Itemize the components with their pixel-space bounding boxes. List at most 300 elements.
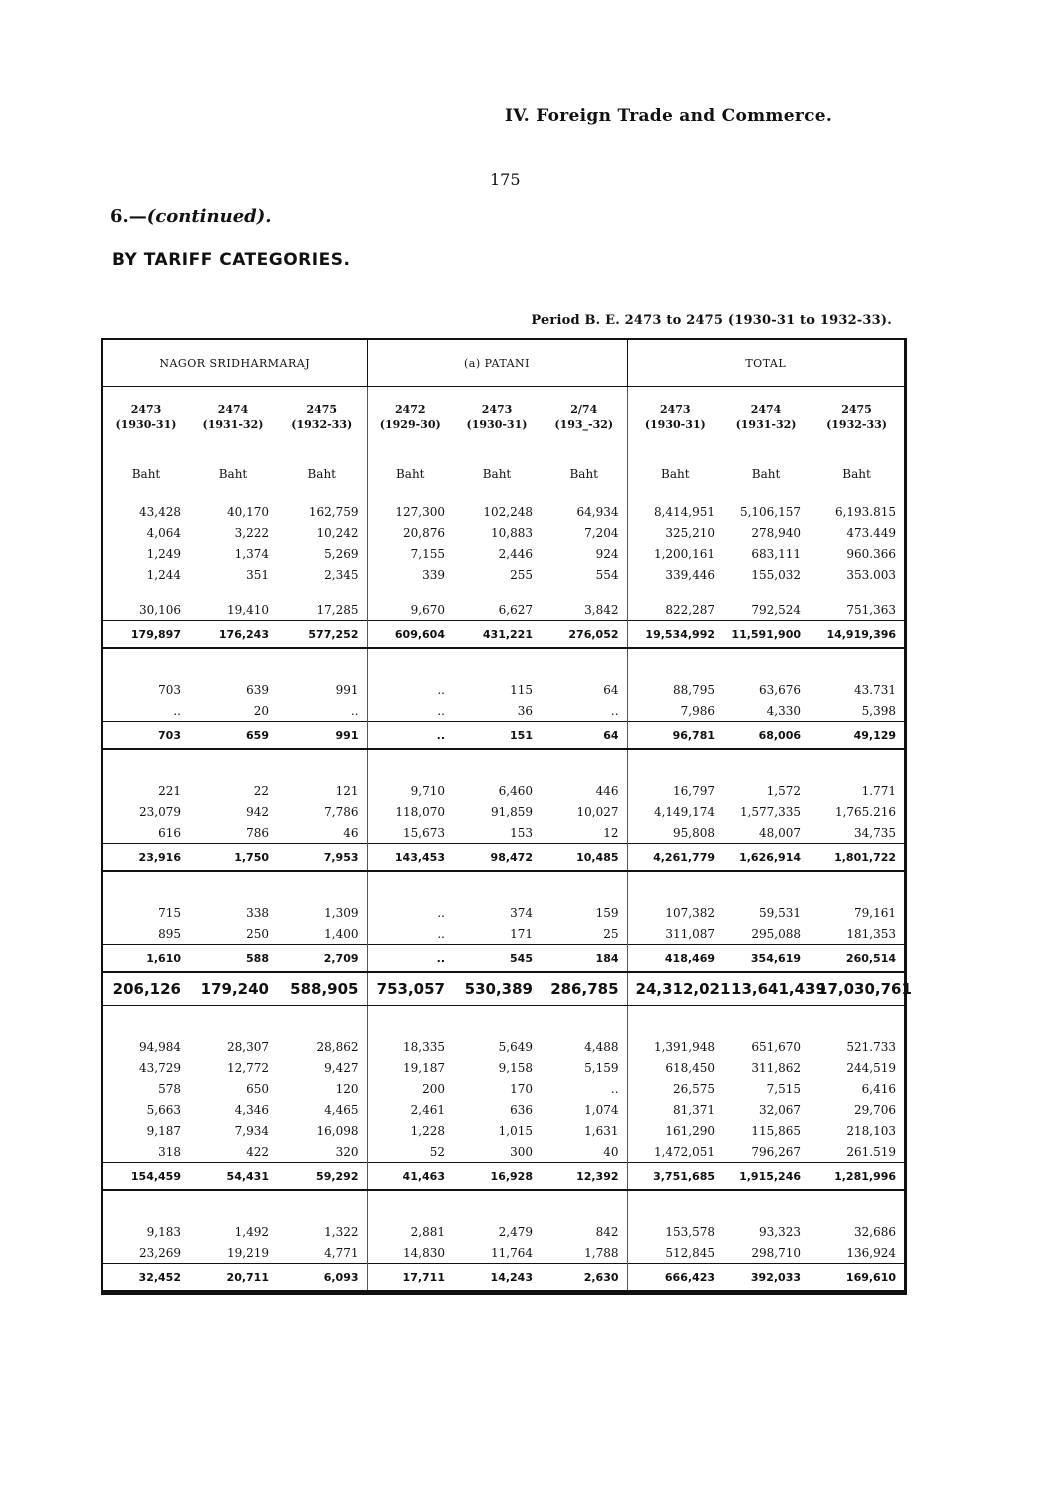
table-cell: 588,905 xyxy=(277,972,367,1006)
table-cell xyxy=(723,585,809,599)
table-cell: 176,243 xyxy=(189,621,277,649)
unit-cell: Baht xyxy=(842,467,871,481)
table-cell: 338 xyxy=(246,905,269,920)
table-cell: 41,463 xyxy=(367,1163,453,1191)
table-cell: 17,285 xyxy=(316,602,359,617)
fiscal-year-label: (1930-31) xyxy=(466,418,528,431)
table-cell: 151 xyxy=(453,722,541,750)
table-cell: 29,706 xyxy=(854,1102,897,1117)
table-cell: 12 xyxy=(603,825,619,840)
table-cell: 36 xyxy=(517,703,533,718)
table-cell xyxy=(453,749,541,780)
spacer-row xyxy=(103,749,904,780)
table-cell: 1,788 xyxy=(584,1245,619,1260)
table-cell xyxy=(723,1006,809,1037)
table-cell: 339 xyxy=(367,564,453,585)
table-cell: 353.003 xyxy=(846,567,897,582)
table-cell: 5,269 xyxy=(324,546,359,561)
table-cell: 171 xyxy=(510,926,533,941)
year-label: 2473 xyxy=(481,403,513,416)
table-cell: 98,472 xyxy=(453,844,541,872)
table-cell: 683,111 xyxy=(751,546,802,561)
subtotal-row xyxy=(103,722,904,750)
table-cell: 17,711 xyxy=(367,1264,453,1292)
table-cell xyxy=(277,749,367,780)
table-cell: 155,032 xyxy=(751,567,802,582)
table-cell: 2,479 xyxy=(498,1224,533,1239)
table-cell: 9,427 xyxy=(324,1060,359,1075)
table-cell xyxy=(627,871,723,902)
table-row xyxy=(103,700,904,722)
table-cell xyxy=(453,1006,541,1037)
table-cell: 1,322 xyxy=(324,1224,359,1239)
table-cell xyxy=(103,871,189,902)
table-cell: 64,934 xyxy=(576,504,619,519)
table-cell: 16,928 xyxy=(453,1163,541,1191)
table-cell: 30,106 xyxy=(139,602,181,617)
table-cell: 320 xyxy=(335,1144,359,1159)
table-cell: 169,610 xyxy=(809,1264,904,1292)
table-cell: 79,161 xyxy=(854,905,897,920)
table-cell: 4,771 xyxy=(324,1245,359,1260)
unit-cell: Baht xyxy=(569,467,599,481)
trade-table xyxy=(101,338,912,1295)
table-cell xyxy=(627,585,723,599)
table-cell: 431,221 xyxy=(453,621,541,649)
table-cell: 18,335 xyxy=(367,1036,453,1057)
table-cell xyxy=(367,749,453,780)
table-cell xyxy=(277,871,367,902)
table-cell: 59,292 xyxy=(277,1163,367,1191)
table-cell: 49,129 xyxy=(809,722,904,750)
table-cell xyxy=(367,1190,453,1221)
year-header xyxy=(277,387,367,448)
table-cell: 19,410 xyxy=(227,602,269,617)
table-cell: 143,453 xyxy=(367,844,453,872)
table-cell: 842 xyxy=(595,1224,619,1239)
table-cell: 298,710 xyxy=(751,1245,802,1260)
table-row xyxy=(103,801,904,822)
table-cell: 2,881 xyxy=(367,1221,453,1242)
table-cell: 12,772 xyxy=(227,1060,269,1075)
table-cell: 1,309 xyxy=(324,905,359,920)
table-cell: 1,472,051 xyxy=(627,1141,723,1163)
table-cell: 15,673 xyxy=(367,822,453,844)
table-cell: 159 xyxy=(595,905,619,920)
table-cell: 276,052 xyxy=(541,621,627,649)
table-cell: 354,619 xyxy=(723,945,809,973)
table-cell: 1,200,161 xyxy=(627,543,723,564)
table-cell: 127,300 xyxy=(367,501,453,522)
table-cell: 1,915,246 xyxy=(723,1163,809,1191)
unit-cell: Baht xyxy=(751,467,781,481)
table-cell: 7,953 xyxy=(277,844,367,872)
table-cell: 5,663 xyxy=(146,1102,181,1117)
year-label: 2475 xyxy=(306,403,338,416)
table-cell: 6,093 xyxy=(277,1264,367,1292)
group-header: (a) PATANI xyxy=(367,340,627,387)
table-cell xyxy=(367,648,453,679)
table-cell: 703 xyxy=(158,682,181,697)
table-cell: 2,461 xyxy=(367,1099,453,1120)
fiscal-year-label: (1930-31) xyxy=(115,418,177,431)
table-cell: 184 xyxy=(541,945,627,973)
table-cell: 418,469 xyxy=(627,945,723,973)
table-cell: 153 xyxy=(510,825,533,840)
table-cell: .. xyxy=(367,700,453,722)
table-cell: 991 xyxy=(277,722,367,750)
table-cell xyxy=(723,749,809,780)
table-cell: .. xyxy=(367,923,453,945)
table-cell xyxy=(189,871,277,902)
table-cell: 5,398 xyxy=(861,703,897,718)
table-cell xyxy=(723,871,809,902)
table-cell: 4,330 xyxy=(766,703,802,718)
group-header-row xyxy=(103,340,904,387)
table-row xyxy=(103,1099,904,1120)
table-cell: 250 xyxy=(246,926,269,941)
table-cell: 19,187 xyxy=(367,1057,453,1078)
table-cell: 24,312,021 xyxy=(627,972,723,1006)
table-row xyxy=(103,522,904,543)
table-cell: 616 xyxy=(158,825,181,840)
subtotal-row xyxy=(103,844,904,872)
table-row xyxy=(103,679,904,700)
subtotal-row xyxy=(103,1264,904,1292)
table-cell: 636 xyxy=(510,1102,533,1117)
table-cell: 54,431 xyxy=(189,1163,277,1191)
table-cell xyxy=(541,648,627,679)
table-cell: 1,572 xyxy=(766,783,802,798)
table-cell: 7,515 xyxy=(766,1081,802,1096)
table-cell: 43.731 xyxy=(854,682,897,697)
table-cell: 6,416 xyxy=(861,1081,897,1096)
table-cell: 5,106,157 xyxy=(739,504,802,519)
table-cell: 64 xyxy=(603,682,619,697)
table-row xyxy=(103,1141,904,1163)
table-cell: 1,400 xyxy=(324,926,359,941)
section-heading xyxy=(110,206,272,227)
fiscal-year-label: (1931-32) xyxy=(202,418,264,431)
table-cell: 822,287 xyxy=(627,599,723,621)
year-label: 2473 xyxy=(130,403,162,416)
table-cell: 300 xyxy=(510,1144,533,1159)
table-cell xyxy=(541,1006,627,1037)
table-cell: 16,797 xyxy=(627,780,723,801)
table-cell: 1,281,996 xyxy=(809,1163,904,1191)
table-cell: 7,986 xyxy=(627,700,723,722)
table-cell xyxy=(367,871,453,902)
table-cell: 991 xyxy=(335,682,359,697)
table-cell: 6,193.815 xyxy=(834,504,897,519)
table-row xyxy=(103,599,904,621)
table-cell xyxy=(541,1190,627,1221)
table-row xyxy=(103,923,904,945)
table-cell xyxy=(277,1190,367,1221)
table-cell xyxy=(103,648,189,679)
table-cell: 1,015 xyxy=(498,1123,533,1138)
year-header xyxy=(809,387,904,448)
grand-total-row xyxy=(103,972,904,1006)
table-cell: 753,057 xyxy=(367,972,453,1006)
table-cell: 1,610 xyxy=(103,945,189,973)
table-cell: 1,577,335 xyxy=(739,804,802,819)
table-cell: 20,711 xyxy=(189,1264,277,1292)
table-cell: 153,578 xyxy=(627,1221,723,1242)
table-cell: 26,575 xyxy=(627,1078,723,1099)
table-cell: .. xyxy=(367,679,453,700)
table-cell: 52 xyxy=(367,1141,453,1163)
table-row xyxy=(103,543,904,564)
table-cell: 666,423 xyxy=(627,1264,723,1292)
table-cell: 32,067 xyxy=(759,1102,802,1117)
year-header xyxy=(103,387,189,448)
table-cell: 181,353 xyxy=(846,926,897,941)
table-cell: 1,801,722 xyxy=(809,844,904,872)
table-cell: 2,446 xyxy=(498,546,533,561)
table-cell: 1,765.216 xyxy=(834,804,897,819)
table-cell: 392,033 xyxy=(723,1264,809,1292)
table-cell: 311,087 xyxy=(627,923,723,945)
table-row xyxy=(103,1057,904,1078)
table-cell: 23,269 xyxy=(139,1245,181,1260)
table-row xyxy=(103,822,904,844)
table-cell: 4,346 xyxy=(234,1102,269,1117)
page-number: 175 xyxy=(490,170,521,189)
spacer-row xyxy=(103,648,904,679)
period-caption: Period B. E. 2473 to 2475 (1930-31 to 1932-33). xyxy=(531,313,892,328)
table-cell: 4,149,174 xyxy=(627,801,723,822)
table-row xyxy=(103,1242,904,1264)
table-cell: 93,323 xyxy=(759,1224,802,1239)
table-cell: 121 xyxy=(335,783,359,798)
table-cell: 221 xyxy=(158,783,181,798)
table-cell: 11,764 xyxy=(491,1245,533,1260)
table-cell: 255 xyxy=(510,567,533,582)
table-cell: 40,170 xyxy=(227,504,269,519)
table-cell xyxy=(453,585,541,599)
table-cell: 609,604 xyxy=(367,621,453,649)
table-cell: 206,126 xyxy=(103,972,189,1006)
table-cell: 43,428 xyxy=(139,504,181,519)
subtitle: BY TARIFF CATEGORIES. xyxy=(112,250,351,270)
table-cell: 446 xyxy=(595,783,619,798)
table-cell: 374 xyxy=(510,905,533,920)
table-cell: 46 xyxy=(343,825,359,840)
year-header xyxy=(189,387,277,448)
table-cell xyxy=(809,1006,904,1037)
table-cell: 351 xyxy=(246,567,269,582)
table-cell: 311,862 xyxy=(751,1060,802,1075)
table-cell: 59,531 xyxy=(759,905,802,920)
spacer-row xyxy=(103,585,904,599)
fiscal-year-label: (1932-33) xyxy=(291,418,353,431)
table-cell xyxy=(103,1190,189,1221)
table-cell: 17,030,761 xyxy=(809,972,904,1006)
table-cell: 2,345 xyxy=(324,567,359,582)
table-cell: 7,204 xyxy=(584,525,619,540)
table-cell: 154,459 xyxy=(103,1163,189,1191)
table-cell: 545 xyxy=(453,945,541,973)
unit-cell: Baht xyxy=(307,467,337,481)
table-cell xyxy=(367,1006,453,1037)
group-header: NAGOR SRIDHARMARAJ xyxy=(103,340,367,387)
year-header xyxy=(723,387,809,448)
table-cell: 924 xyxy=(595,546,619,561)
table-cell: 120 xyxy=(335,1081,359,1096)
table-cell: 96,781 xyxy=(627,722,723,750)
table-cell: 40 xyxy=(603,1144,619,1159)
table-cell: 91,859 xyxy=(491,804,533,819)
table-row xyxy=(103,780,904,801)
table-cell: 651,670 xyxy=(751,1039,802,1054)
table-cell: 286,785 xyxy=(541,972,627,1006)
table-cell: 1,244 xyxy=(146,567,181,582)
year-header-row xyxy=(103,387,904,448)
year-label: 2473 xyxy=(659,403,691,416)
table-cell: 118,070 xyxy=(367,801,453,822)
table-cell: 7,786 xyxy=(324,804,359,819)
table-cell: 1,492 xyxy=(234,1224,269,1239)
table-cell: 23,916 xyxy=(103,844,189,872)
table-cell xyxy=(627,648,723,679)
table-cell xyxy=(103,585,189,599)
table-cell: 95,808 xyxy=(627,822,723,844)
table-row xyxy=(103,1120,904,1141)
table-cell: 115,865 xyxy=(751,1123,802,1138)
unit-cell: Baht xyxy=(218,467,248,481)
table-cell: .. xyxy=(173,703,181,718)
table-cell: 339,446 xyxy=(627,564,723,585)
section-continued: (continued). xyxy=(146,206,272,227)
table-cell: .. xyxy=(350,703,359,718)
fiscal-year-label: (1932-33) xyxy=(826,418,887,431)
table-cell: 7,155 xyxy=(367,543,453,564)
year-label: 2/74 xyxy=(570,403,598,416)
table-cell: 618,450 xyxy=(627,1057,723,1078)
table-cell: 32,452 xyxy=(103,1264,189,1292)
table-cell: 12,392 xyxy=(541,1163,627,1191)
table-cell xyxy=(627,1006,723,1037)
table-cell xyxy=(541,585,627,599)
table-cell xyxy=(189,1006,277,1037)
table-cell: 6,627 xyxy=(498,602,533,617)
table-cell: 659 xyxy=(189,722,277,750)
table-cell: 261.519 xyxy=(846,1144,897,1159)
subtotal-row xyxy=(103,1163,904,1191)
table-cell: 170 xyxy=(510,1081,533,1096)
year-label: 2474 xyxy=(750,403,782,416)
fiscal-year-label: (1931-32) xyxy=(735,418,797,431)
year-header xyxy=(367,387,453,448)
table-row xyxy=(103,902,904,923)
table-row xyxy=(103,1036,904,1057)
table-cell: 25 xyxy=(603,926,619,941)
table-cell: 9,158 xyxy=(498,1060,533,1075)
table-cell: 422 xyxy=(246,1144,269,1159)
year-header xyxy=(541,387,627,448)
table-cell: 960.366 xyxy=(846,546,897,561)
year-label: 2472 xyxy=(394,403,426,416)
table-cell: 1,391,948 xyxy=(627,1036,723,1057)
section-number: 6.— xyxy=(110,206,147,227)
table-cell: 295,088 xyxy=(751,926,802,941)
subtotal-row xyxy=(103,945,904,973)
table-cell: 5,159 xyxy=(584,1060,619,1075)
fiscal-year-label: (1930-31) xyxy=(644,418,706,431)
table-cell xyxy=(367,585,453,599)
table-cell: 64 xyxy=(541,722,627,750)
table-cell: 4,261,779 xyxy=(627,844,723,872)
table-cell xyxy=(277,585,367,599)
table-row xyxy=(103,501,904,522)
table-cell: 161,290 xyxy=(627,1120,723,1141)
table-cell: 14,243 xyxy=(453,1264,541,1292)
table-cell: 20,876 xyxy=(367,522,453,543)
table-cell: 32,686 xyxy=(854,1224,897,1239)
table-cell xyxy=(453,871,541,902)
table-cell: 23,079 xyxy=(139,804,181,819)
table-body xyxy=(103,447,912,1291)
running-head: IV. Foreign Trade and Commerce. xyxy=(505,106,833,126)
table-cell: 2,709 xyxy=(277,945,367,973)
table-cell: 7,934 xyxy=(234,1123,269,1138)
table-cell: 318 xyxy=(158,1144,181,1159)
table-cell: 10,485 xyxy=(541,844,627,872)
year-header xyxy=(627,387,723,448)
fiscal-year-label: (193_-32) xyxy=(554,418,614,431)
table-cell xyxy=(189,585,277,599)
table-cell xyxy=(809,749,904,780)
table-cell: 1,374 xyxy=(234,546,269,561)
table-cell: 473.449 xyxy=(846,525,897,540)
table-cell: 3,222 xyxy=(234,525,269,540)
table-cell xyxy=(809,648,904,679)
table-cell: 3,842 xyxy=(584,602,619,617)
table-cell: 48,007 xyxy=(759,825,802,840)
table-cell: 1,249 xyxy=(146,546,181,561)
table-cell: 115 xyxy=(510,682,533,697)
table-cell: 20 xyxy=(253,703,269,718)
table-cell: .. xyxy=(610,703,619,718)
table-cell: 1,626,914 xyxy=(723,844,809,872)
table-cell xyxy=(103,749,189,780)
table-cell xyxy=(541,749,627,780)
table-cell xyxy=(627,749,723,780)
table-cell: 260,514 xyxy=(809,945,904,973)
table-cell: 94,984 xyxy=(139,1039,181,1054)
table-row xyxy=(103,1221,904,1242)
year-label: 2475 xyxy=(841,403,872,416)
table-cell: 650 xyxy=(246,1081,269,1096)
table-cell: 43,729 xyxy=(139,1060,181,1075)
table-cell: 715 xyxy=(158,905,181,920)
table-cell: 278,940 xyxy=(751,525,802,540)
table-cell xyxy=(809,1190,904,1221)
table-cell: 14,830 xyxy=(367,1242,453,1264)
table-cell: 179,240 xyxy=(189,972,277,1006)
table-cell: 10,242 xyxy=(316,525,359,540)
table-cell: 1,074 xyxy=(584,1102,619,1117)
table-cell: 554 xyxy=(595,567,619,582)
table-cell xyxy=(723,648,809,679)
table-cell: 796,267 xyxy=(751,1144,802,1159)
table-cell xyxy=(453,648,541,679)
spacer-row xyxy=(103,1006,904,1037)
table-cell: 1,228 xyxy=(367,1120,453,1141)
table-cell xyxy=(809,871,904,902)
table-cell: 792,524 xyxy=(751,602,802,617)
